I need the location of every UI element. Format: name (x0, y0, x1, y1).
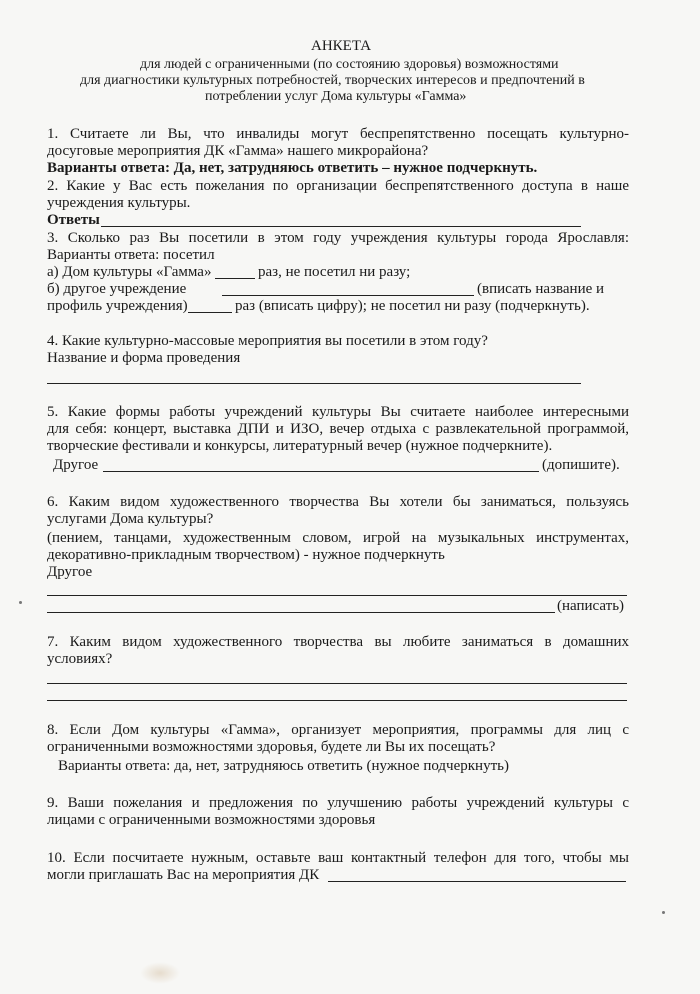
q3-option-a-suffix: раз, не посетил ни разу; (258, 264, 411, 280)
q5-other-blank[interactable] (103, 471, 539, 472)
q7-line-1: 7. Каким видом художественного творчества вы любите заниматься в домашних (47, 634, 629, 650)
q9-line-2: лицами с ограниченными возможностями здоровья (47, 812, 376, 828)
q8-line-2: ограниченными возможностями здоровья, будете ли Вы их посещать? (47, 739, 496, 755)
q7-answer-line-2[interactable] (47, 700, 627, 701)
q3-option-a-blank[interactable] (215, 278, 255, 279)
q3-option-b-suffix: (вписать название и (477, 281, 605, 297)
subtitle-line-2: для диагностики культурных потребностей, творческих интересов и предпочтений в (80, 73, 585, 88)
q5-other-label: Другое (53, 457, 99, 473)
q10-line-1: 10. Если посчитаете нужным, оставьте ваш контактный телефон для того, чтобы мы (47, 850, 629, 866)
q6-line-2: услугами Дома культуры? (47, 511, 214, 527)
q3-option-b-prefix: б) другое учреждение (47, 281, 187, 297)
q5-other-suffix: (допишите). (542, 457, 620, 473)
q5-line-1: 5. Какие формы работы учреждений культуры Вы считаете наиболее интересными (47, 404, 629, 420)
scan-stain (140, 962, 180, 984)
q5-line-2: для себя: концерт, выставка ДПИ и ИЗО, вечер отдыха с развлекательной программой, (47, 421, 629, 437)
q10-line-2: могли приглашать Вас на мероприятия ДК (47, 867, 320, 883)
q1-line-1: 1. Считаете ли Вы, что инвалиды могут беспрепятственно посещать культурно- (47, 126, 629, 142)
q1-answer-options: Варианты ответа: Да, нет, затрудняюсь ответить – нужное подчеркнуть. (47, 160, 538, 176)
q8-answer-options: Варианты ответа: да, нет, затрудняюсь ответить (нужное подчеркнуть) (58, 758, 509, 774)
q3-option-b-count-blank[interactable] (188, 312, 232, 313)
scan-speck (662, 911, 665, 914)
q6-answer-line-1[interactable] (47, 595, 627, 596)
q3-line-2: Варианты ответа: посетил (47, 247, 215, 263)
q3-option-b-line2-suffix: раз (вписать цифру); не посетил ни разу (подчеркнуть). (235, 298, 590, 314)
subtitle-line-1: для людей с ограниченными (по состоянию здоровья) возможностями (140, 57, 559, 72)
q6-write-suffix: (написать) (557, 598, 625, 614)
scan-speck (19, 601, 22, 604)
q6-line-3: (пением, танцами, художественным словом, игрой на музыкальных инструментах, (47, 530, 629, 546)
q10-phone-blank[interactable] (328, 881, 626, 882)
q4-line-2: Название и форма проведения (47, 350, 241, 366)
q4-line-1: 4. Какие культурно-массовые мероприятия вы посетили в этом году? (47, 333, 488, 349)
q6-line-4: декоративно-прикладным творчеством) - нужное подчеркнуть (47, 547, 445, 563)
q2-line-2: учреждения культуры. (47, 195, 191, 211)
subtitle-line-3: потреблении услуг Дома культуры «Гамма» (205, 89, 467, 104)
q7-answer-line-1[interactable] (47, 683, 627, 684)
q2-line-1: 2. Какие у Вас есть пожелания по организации беспрепятственного доступа в наше (47, 178, 629, 194)
q3-option-b-line2-prefix: профиль учреждения) (47, 298, 188, 314)
q9-line-1: 9. Ваши пожелания и предложения по улучшению работы учреждений культуры с (47, 795, 629, 811)
q3-option-b-blank[interactable] (222, 295, 474, 296)
q5-line-3: творческие фестивали и конкурсы, литературный вечер (нужное подчеркните). (47, 438, 553, 454)
q1-line-2: досуговые мероприятия ДК «Гамма» нашего микрорайона? (47, 143, 429, 159)
q2-answer-line[interactable] (101, 226, 581, 227)
q6-answer-line-2[interactable] (47, 612, 555, 613)
q4-answer-line[interactable] (47, 383, 581, 384)
q7-line-2: условиях? (47, 651, 113, 667)
page-title: АНКЕТА (311, 38, 372, 54)
q3-option-a-prefix: а) Дом культуры «Гамма» (47, 264, 212, 280)
q2-answer-label: Ответы (47, 212, 100, 228)
q8-line-1: 8. Если Дом культуры «Гамма», организует мероприятия, программы для лиц с (47, 722, 629, 738)
q6-other-label: Другое (47, 564, 93, 580)
q3-line-1: 3. Сколько раз Вы посетили в этом году учреждения культуры города Ярославля: (47, 230, 629, 246)
q6-line-1: 6. Каким видом художественного творчества Вы хотели бы заниматься, пользуясь (47, 494, 629, 510)
